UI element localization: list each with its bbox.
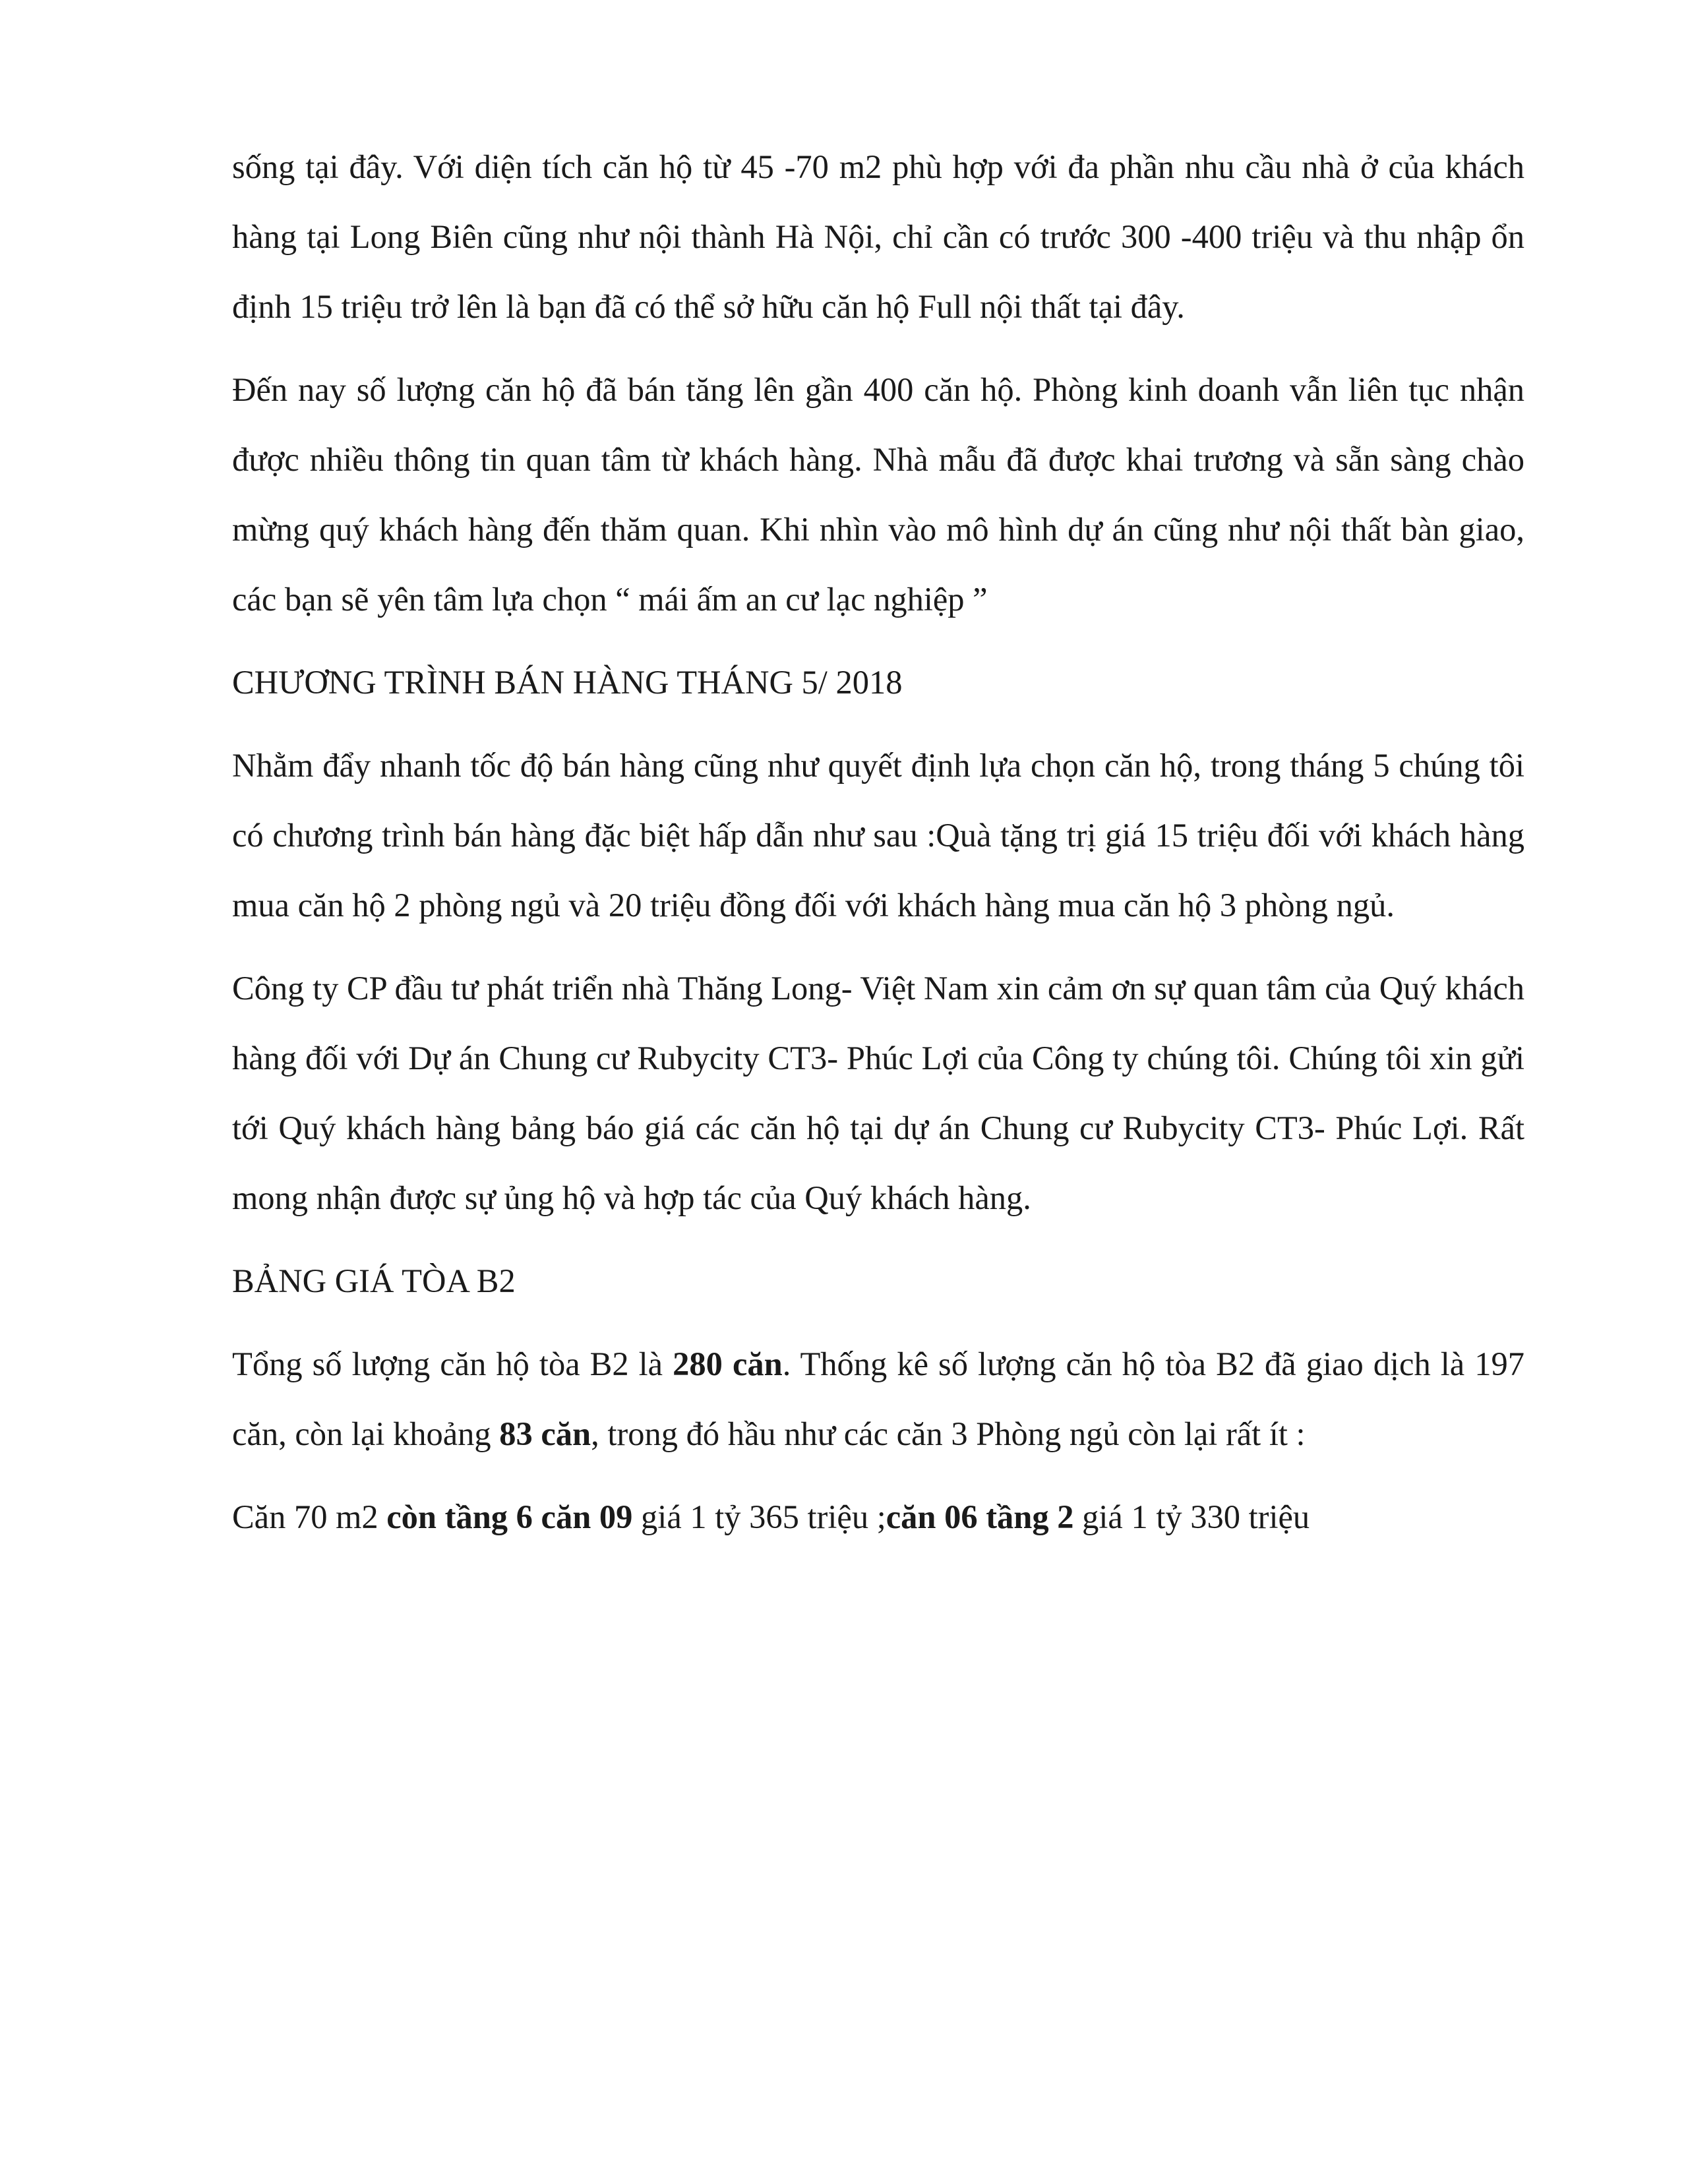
text-segment: giá 1 tỷ 330 triệu	[1073, 1498, 1310, 1535]
paragraph-sales-update: Đến nay số lượng căn hộ đã bán tăng lên gần 400 căn hộ. Phòng kinh doanh vẫn liên tục nhận được nhiều thông tin quan tâm từ khách hàng. Nhà mẫu đã được khai trương và sẵn sàng chào mừng quý khách hàng đến thăm quan. Khi nhìn vào mô hình dự án cũng như nội thất bàn giao, các bạn sẽ yên tâm lựa chọn “ mái ấm an cư lạc nghiệp ”	[232, 371, 1524, 618]
bold-remaining-units: 83 căn	[499, 1415, 591, 1452]
text-segment: , trong đó hầu như các căn 3 Phòng ngủ còn lại rất ít :	[591, 1415, 1306, 1452]
paragraph-promotion: Nhằm đẩy nhanh tốc độ bán hàng cũng như quyết định lựa chọn căn hộ, trong tháng 5 chúng tôi có chương trình bán hàng đặc biệt hấp dẫn như sau :Quà tặng trị giá 15 triệu đối với khách hàng mua căn hộ 2 phòng ngủ và 20 triệu đồng đối với khách hàng mua căn hộ 3 phòng ngủ.	[232, 747, 1524, 924]
text-segment: . Thống kê số lượng căn hộ tòa B2 đã giao dịch là 197 căn, còn lại khoảng	[232, 1345, 1524, 1452]
bold-total-units: 280 căn	[673, 1345, 783, 1382]
paragraph-b2-stats	[232, 1329, 1524, 1469]
paragraph-unit-prices	[232, 1482, 1524, 1552]
heading-sales-program: CHƯƠNG TRÌNH BÁN HÀNG THÁNG 5/ 2018	[232, 664, 903, 701]
bold-unit-floor6: còn tầng 6 căn 09	[386, 1498, 633, 1535]
text-segment: Căn 70 m2	[232, 1498, 387, 1535]
text-segment: Tổng số lượng căn hộ tòa B2 là	[232, 1345, 673, 1382]
paragraph-intro-continued: sống tại đây. Với diện tích căn hộ từ 45 -70 m2 phù hợp với đa phần nhu cầu nhà ở của khách hàng tại Long Biên cũng như nội thành Hà Nội, chỉ cần có trước 300 -400 triệu và thu nhập ổn định 15 triệu trở lên là bạn đã có thể sở hữu căn hộ Full nội thất tại đây.	[232, 148, 1524, 325]
bold-unit-floor2: căn 06 tầng 2	[886, 1498, 1074, 1535]
heading-price-table-b2: BẢNG GIÁ TÒA B2	[232, 1262, 516, 1299]
document-page	[232, 132, 1524, 1565]
paragraph-company-thanks: Công ty CP đầu tư phát triển nhà Thăng Long- Việt Nam xin cảm ơn sự quan tâm của Quý khách hàng đối với Dự án Chung cư Rubycity CT3- Phúc Lợi của Công ty chúng tôi. Chúng tôi xin gửi tới Quý khách hàng bảng báo giá các căn hộ tại dự án Chung cư Rubycity CT3- Phúc Lợi. Rất mong nhận được sự ủng hộ và hợp tác của Quý khách hàng.	[232, 970, 1524, 1216]
text-segment: giá 1 tỷ 365 triệu ;	[632, 1498, 886, 1535]
